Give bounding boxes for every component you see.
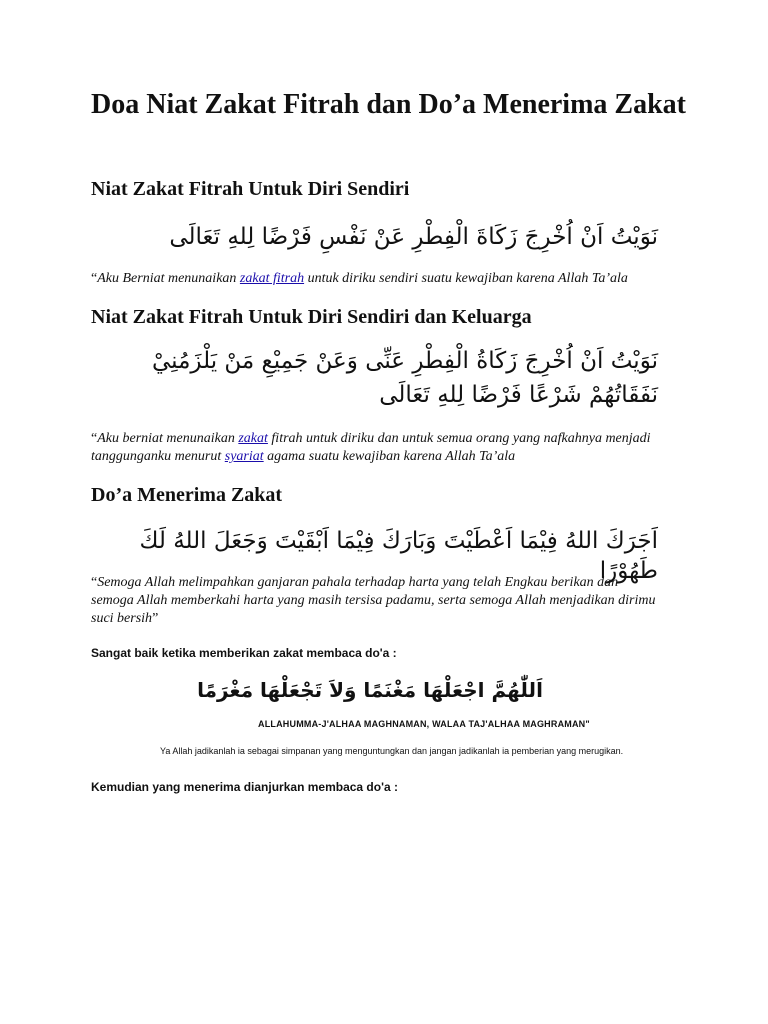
translation-text: Aku berniat menunaikan xyxy=(97,431,239,446)
open-quote: “ xyxy=(91,431,98,446)
translation-text: Semoga Allah melimpahkan ganjaran pahala terhadap harta yang telah Engkau berikan dan semoga Allah memberkahi harta yang masih tersisa padamu, serta semoga Allah menjadikan dirimu suci bersih xyxy=(91,575,656,626)
open-quote: “ xyxy=(91,575,98,590)
giver-latin: ALLAHUMMA-J'ALHAA MAGHNAMAN, WALAA TAJ'ALHAA MAGHRAMAN" xyxy=(258,719,590,729)
arabic-niat-family: نَوَيْتُ اَنْ اُخْرِجَ زَكَاةُ الْفِطْرِ عَنِّى وَعَنْ جَمِيْعِ مَنْ يَلْزَمُنِيْ نَفَقَاتُهُمْ شَرْعًا فَرْضًا لِلهِ تَعَالَى xyxy=(151,348,658,408)
translation-family xyxy=(91,430,661,466)
translation-text: fitrah untuk diriku dan untuk semua orang yang nafkahnya menjadi tanggunganku menurut xyxy=(91,431,651,464)
arabic-doa-giver: اَللّٰهُمَّ اجْعَلْهَا مَغْنَمًا وَلاَ تَجْعَلْهَا مَغْرَمًا xyxy=(197,678,543,702)
page-title: Doa Niat Zakat Fitrah dan Do’a Menerima Zakat xyxy=(91,89,686,120)
close-quote: ” xyxy=(152,611,159,626)
arabic-niat-self: نَوَيْتُ اَنْ اُخْرِجَ زَكَاةَ الْفِطْرِ عَنْ نَفْسِ فَرْضًا لِلهِ تَعَالَى xyxy=(169,224,658,250)
receiver-note: Kemudian yang menerima dianjurkan membaca do'a : xyxy=(91,780,398,794)
section-heading-receive: Do’a Menerima Zakat xyxy=(91,484,283,506)
arabic-doa-receive: اَجَرَكَ اللهُ فِيْمَا اَعْطَيْتَ وَبَارَكَ فِيْمَا اَبْقَيْتَ وَجَعَلَ اللهُ لَكَ طَهُوْرًا xyxy=(139,528,658,584)
link-syariat[interactable]: syariat xyxy=(224,449,264,464)
link-zakat-fitrah[interactable]: zakat fitrah xyxy=(239,271,305,286)
giver-meaning: Ya Allah jadikanlah ia sebagai simpanan yang menguntungkan dan jangan jadikanlah ia pemberian yang merugikan. xyxy=(160,746,624,756)
section-heading-family: Niat Zakat Fitrah Untuk Diri Sendiri dan Keluarga xyxy=(91,306,532,328)
open-quote: “ xyxy=(91,271,98,286)
section-heading-self: Niat Zakat Fitrah Untuk Diri Sendiri xyxy=(91,178,410,200)
translation-text: agama suatu kewajiban karena Allah Ta’ala xyxy=(263,449,516,464)
translation-self xyxy=(91,270,691,288)
translation-receive xyxy=(91,574,661,628)
link-zakat[interactable]: zakat xyxy=(238,431,268,446)
giver-note: Sangat baik ketika memberikan zakat membaca do'a : xyxy=(91,646,397,660)
translation-text: untuk diriku sendiri suatu kewajiban karena Allah Ta’ala xyxy=(304,271,628,286)
translation-text: Aku Berniat menunaikan xyxy=(97,271,240,286)
